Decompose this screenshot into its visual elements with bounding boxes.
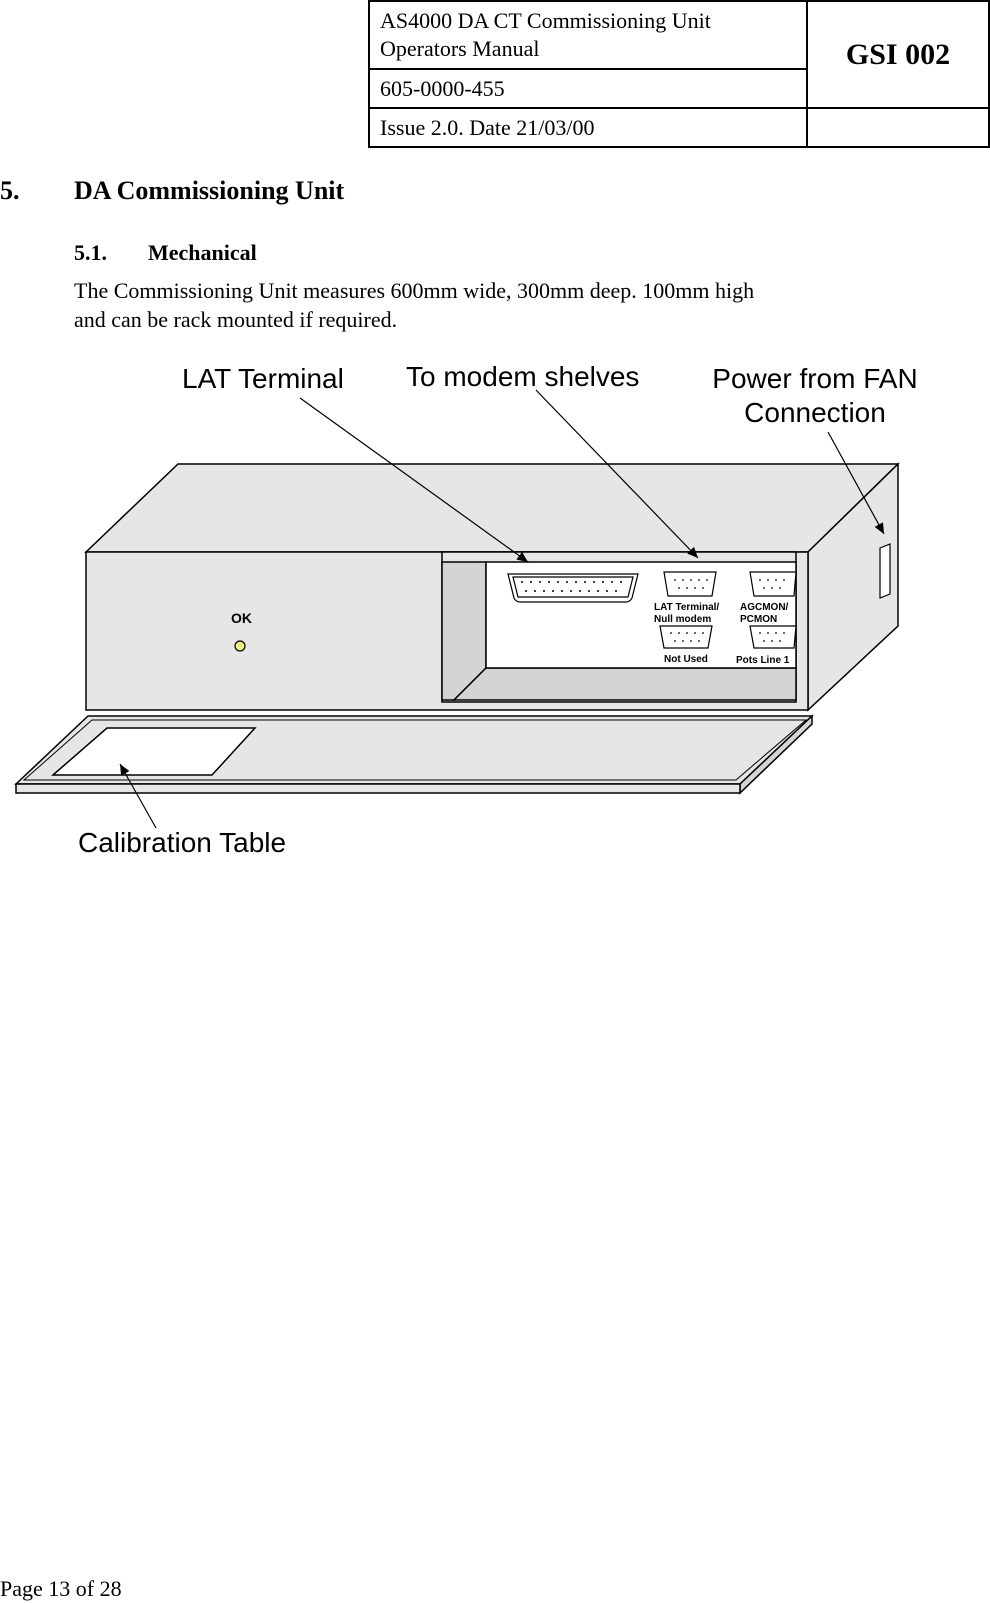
db9-lat-terminal <box>664 572 716 596</box>
ok-led <box>235 641 245 651</box>
label-lat-null-2: Null modem <box>654 614 712 625</box>
issue-date: Issue 2.0. Date 21/03/00 <box>369 108 807 147</box>
unit-drawing <box>0 350 990 890</box>
db9-pots-line <box>750 626 796 648</box>
section-number: 5. <box>0 176 20 205</box>
commissioning-unit-figure <box>0 350 990 890</box>
body-line-1: The Commissioning Unit measures 600mm wide, 300mm deep. 100mm high <box>74 278 755 303</box>
callout-lat-terminal: LAT Terminal <box>182 363 344 394</box>
body-line-2: and can be rack mounted if required. <box>74 307 398 332</box>
document-code: GSI 002 <box>807 1 989 108</box>
label-lat-null-1: LAT Terminal/ <box>654 602 720 613</box>
callout-power-line2: Connection <box>744 397 886 428</box>
db9-agcmon <box>750 572 796 596</box>
document-title-cell <box>369 1 807 69</box>
db9-not-used <box>660 626 712 648</box>
section-heading <box>0 176 344 206</box>
callout-to-modem: To modem shelves <box>406 361 640 392</box>
label-not-used: Not Used <box>664 654 708 665</box>
section-title: DA Commissioning Unit <box>74 176 345 205</box>
fan-power-connector <box>880 544 890 598</box>
empty-cell <box>807 108 989 147</box>
subsection-number: 5.1. <box>74 240 107 265</box>
unit-top-face <box>86 464 898 552</box>
document-title-line2: Operators Manual <box>380 36 540 61</box>
db25-connector <box>508 574 638 602</box>
label-agcmon-1: AGCMON/ <box>740 602 789 613</box>
callout-calibration: Calibration Table <box>78 827 287 858</box>
body-paragraph <box>74 276 874 334</box>
subsection-heading <box>74 240 257 266</box>
document-header-table <box>368 0 990 148</box>
label-agcmon-2: PCMON <box>740 614 778 625</box>
page-footer: Page 13 of 28 <box>0 1576 122 1601</box>
calibration-tray <box>16 716 812 793</box>
subsection-title: Mechanical <box>148 240 257 265</box>
label-pots-line: Pots Line 1 <box>736 655 790 666</box>
ok-label: OK <box>231 610 252 626</box>
part-number: 605-0000-455 <box>369 69 807 108</box>
callout-power-line1: Power from FAN <box>712 363 918 394</box>
document-title-line1: AS4000 DA CT Commissioning Unit <box>380 8 711 33</box>
